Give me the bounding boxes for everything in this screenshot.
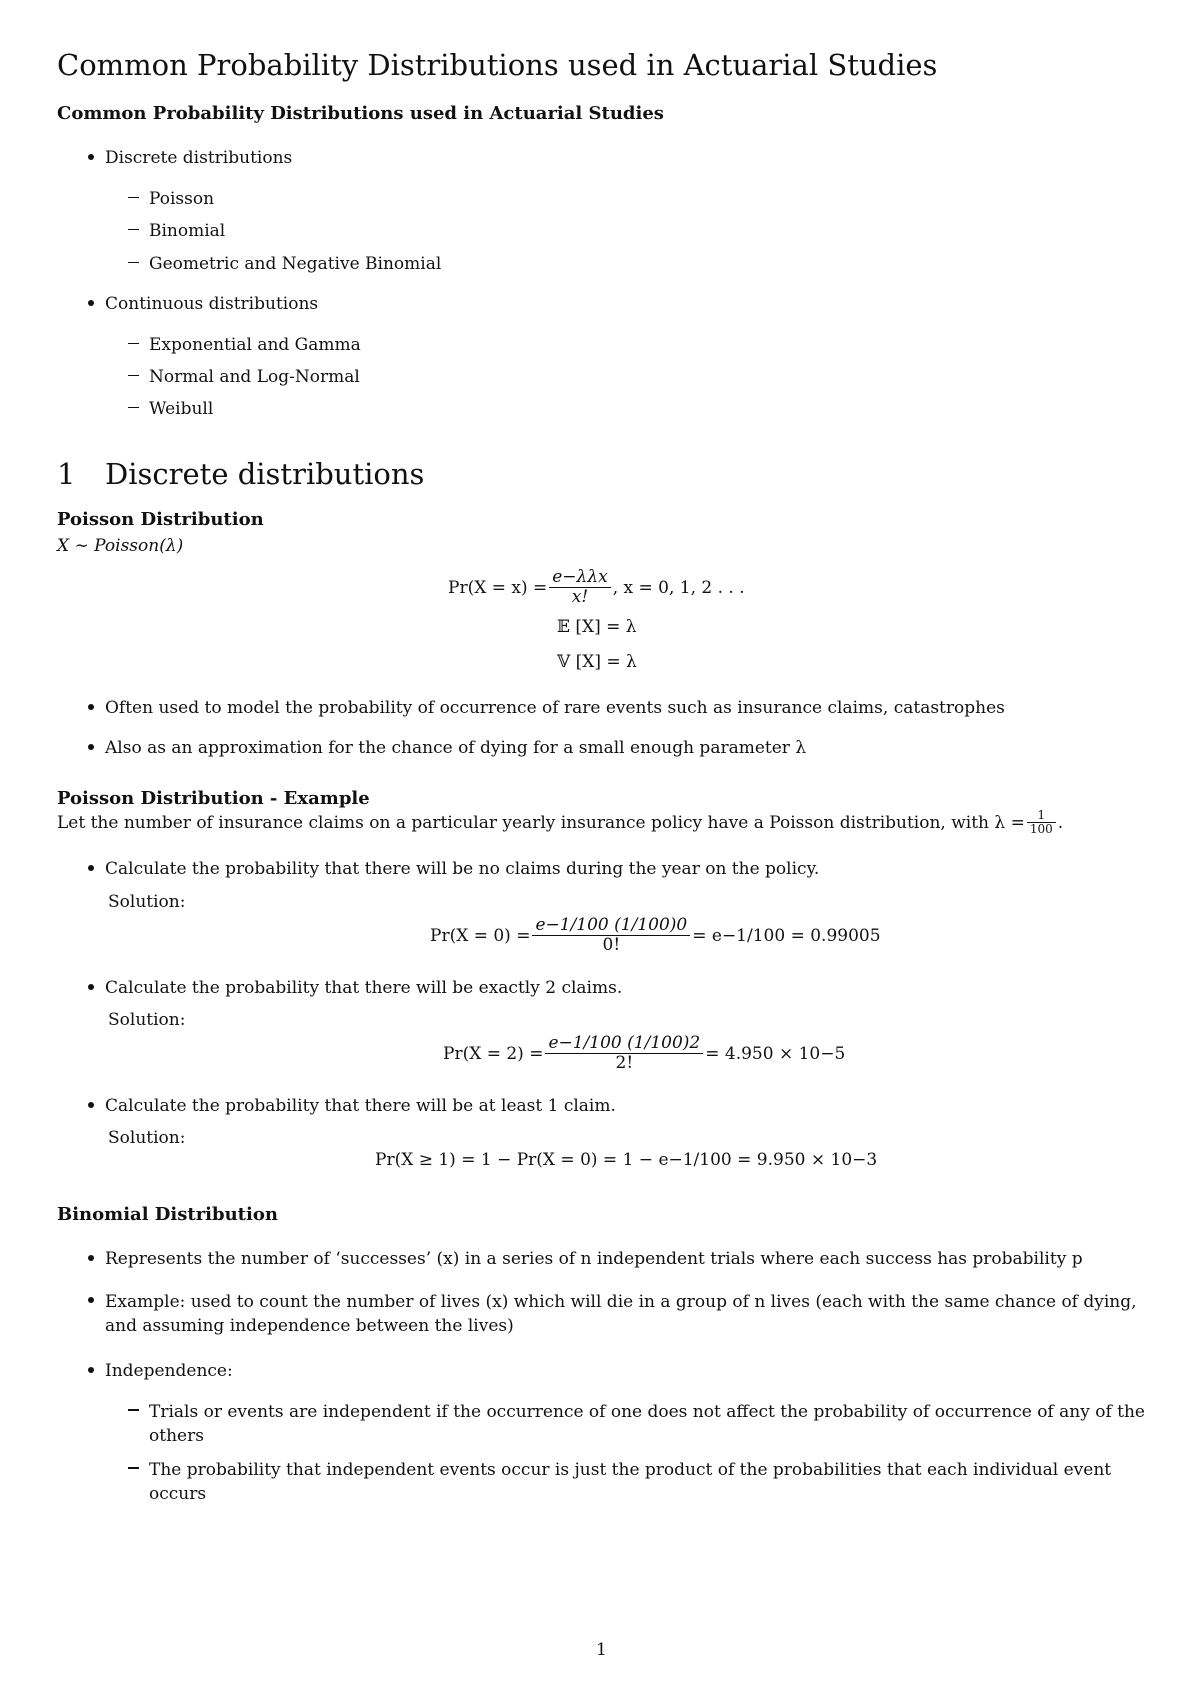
bullet-icon <box>88 1102 94 1108</box>
binomial-bullet: Independence: <box>88 1361 233 1381</box>
outline-subitem: Geometric and Negative Binomial <box>128 254 441 274</box>
outline-item-discrete: Discrete distributions <box>88 148 292 168</box>
outline-subitem: Poisson <box>128 189 214 209</box>
binomial-bullet: Represents the number of ‘successes’ (x) in a series of n independent trials where each success has probability p <box>88 1249 1083 1269</box>
equation-2: Pr(X = 2) = $\frac{e-1/100 (1/100)2}{2!}$ = 4.950 × 10−5 <box>443 1033 846 1074</box>
poisson-heading: Poisson Distribution <box>57 509 264 530</box>
bullet-icon <box>88 1367 94 1373</box>
binomial-bullet: Example: used to count the number of lives (x) which will die in a group of n lives (each with the same chance of dying, and assuming independence between the lives) <box>88 1290 1155 1338</box>
document-title: Common Probability Distributions used in Actuarial Studies <box>57 48 938 82</box>
equation-3: Pr(X ≥ 1) = 1 − Pr(X = 0) = 1 − e−1/100 = 9.950 × 10−3 <box>375 1150 878 1170</box>
outline-subitem: Binomial <box>128 221 225 241</box>
outline-subitem: Normal and Log-Normal <box>128 367 360 387</box>
dash-icon <box>128 197 139 199</box>
poisson-bullet: Also as an approximation for the chance of dying for a small enough parameter λ <box>88 738 806 758</box>
independence-subitem: The probability that independent events occur is just the product of the probabilities that each individual event occurs <box>128 1458 1164 1506</box>
question-3: Calculate the probability that there will be at least 1 claim. <box>88 1096 616 1116</box>
bullet-icon <box>88 154 94 160</box>
pmf-fraction: $\frac{\text{e−λλx}}{x!}$ <box>549 568 610 607</box>
poisson-bullet: Often used to model the probability of occurrence of rare events such as insurance claims, catastrophes <box>88 698 1005 718</box>
outline-item-continuous: Continuous distributions <box>88 294 318 314</box>
slide-title: Common Probability Distributions used in Actuarial Studies <box>57 103 664 124</box>
outline-subitem: Exponential and Gamma <box>128 335 361 355</box>
bullet-icon <box>88 984 94 990</box>
outline-subitem: Weibull <box>128 399 213 419</box>
section-heading: 1 Discrete distributions <box>57 457 425 491</box>
dash-icon <box>128 343 139 345</box>
bullet-icon <box>88 744 94 750</box>
dash-icon <box>128 229 139 231</box>
eq1-fraction: $\frac{e-1/100 (1/100)0}{0!}$ <box>532 916 690 955</box>
dash-icon <box>128 407 139 409</box>
example-intro: Let the number of insurance claims on a particular yearly insurance policy have a Poisson distribution, with λ = $\frac{1}{100}$ . <box>57 808 1064 837</box>
solution-label: Solution: <box>108 1128 186 1148</box>
poisson-definition: X ∼ Poisson(λ) <box>57 536 184 556</box>
example-heading: Poisson Distribution - Example <box>57 788 370 809</box>
bullet-icon <box>88 1255 94 1261</box>
page-number: 1 <box>596 1640 607 1660</box>
dash-icon <box>128 1409 139 1411</box>
poisson-mean: 𝔼 [X] = λ <box>557 617 637 637</box>
dash-icon <box>128 375 139 377</box>
independence-subitem: Trials or events are independent if the occurrence of one does not affect the probability of occurrence of any of the others <box>128 1400 1164 1448</box>
question-1: Calculate the probability that there will be no claims during the year on the policy. <box>88 859 819 879</box>
bullet-icon <box>88 300 94 306</box>
bullet-icon <box>88 865 94 871</box>
binomial-heading: Binomial Distribution <box>57 1204 278 1225</box>
poisson-pmf: Pr(X = x) = $\frac{\text{e−λλx}}{x!}$ , x = 0, 1, 2 . . . <box>448 567 745 608</box>
question-2: Calculate the probability that there will be exactly 2 claims. <box>88 978 622 998</box>
bullet-icon <box>88 1297 94 1303</box>
equation-1: Pr(X = 0) = $\frac{e-1/100 (1/100)0}{0!}$ = e−1/100 = 0.99005 <box>430 915 881 956</box>
eq2-fraction: $\frac{e-1/100 (1/100)2}{2!}$ <box>545 1034 703 1073</box>
dash-icon <box>128 1467 139 1469</box>
poisson-variance: 𝕍 [X] = λ <box>557 652 637 672</box>
bullet-icon <box>88 704 94 710</box>
solution-label: Solution: <box>108 1010 186 1030</box>
solution-label: Solution: <box>108 892 186 912</box>
lambda-fraction: $\frac{1}{100}$ <box>1027 809 1056 837</box>
dash-icon <box>128 262 139 264</box>
